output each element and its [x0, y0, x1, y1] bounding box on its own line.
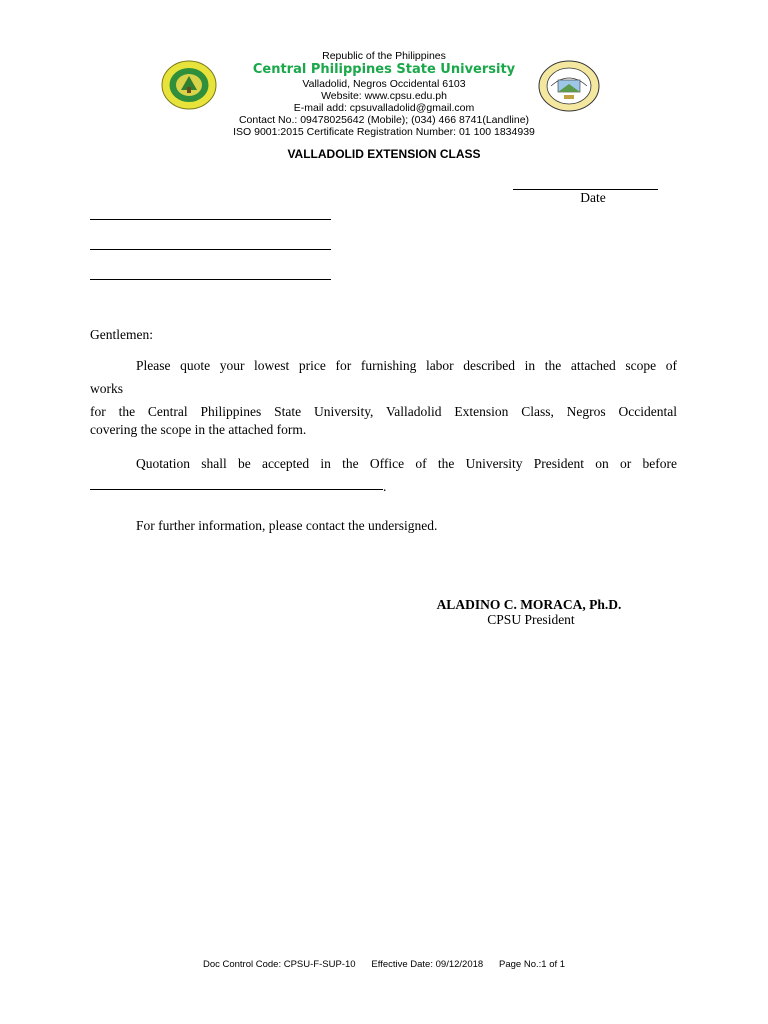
signatory-title: CPSU President	[487, 612, 575, 627]
document-footer	[0, 959, 768, 970]
paragraph-2-line-1: Quotation shall be accepted in the Office of the University President on or before	[136, 456, 677, 471]
document-title: VALLADOLID EXTENSION CLASS	[287, 147, 481, 161]
paragraph-2-period: .	[383, 479, 387, 494]
university-name: Central Philippines State University	[252, 62, 516, 77]
signatory-name: ALADINO C. MORACA, Ph.D.	[436, 597, 622, 612]
paragraph-1-line-3: for the Central Philippines State University, Valladolid Extension Class, Negros Occidental	[90, 404, 677, 419]
effective-date: Effective Date: 09/12/2018	[371, 959, 484, 970]
addressee-line-1	[90, 218, 331, 220]
website-line: Website: www.cpsu.edu.ph	[321, 90, 447, 102]
contact-line: Contact No.: 09478025642 (Mobile); (034) 466 8741(Landline)	[238, 114, 530, 126]
paragraph-1-line-4: covering the scope in the attached form.	[90, 422, 307, 437]
letterhead	[0, 50, 768, 138]
paragraph-1-line-1: Please quote your lowest price for furnishing labor described in the attached scope of	[136, 358, 677, 373]
email-line: E-mail add: cpsuvalladolid@gmail.com	[293, 102, 475, 114]
addressee-line-3	[90, 278, 331, 280]
paragraph-1-line-2: works	[90, 381, 123, 396]
paragraph-3: For further information, please contact the undersigned.	[136, 518, 438, 533]
date-blank-line	[513, 179, 658, 190]
doc-control-code: Doc Control Code: CPSU-F-SUP-10	[202, 959, 356, 970]
addressee-line-2	[90, 248, 331, 250]
address-line: Valladolid, Negros Occidental 6103	[302, 78, 466, 90]
quotation-date-blank-line	[90, 488, 383, 490]
salutation: Gentlemen:	[90, 327, 153, 342]
date-label: Date	[580, 190, 606, 205]
page-number: Page No.:1 of 1	[499, 959, 566, 970]
iso-line: ISO 9001:2015 Certificate Registration Number: 01 100 1834939	[233, 126, 535, 138]
republic-line: Republic of the Philippines	[322, 50, 446, 62]
